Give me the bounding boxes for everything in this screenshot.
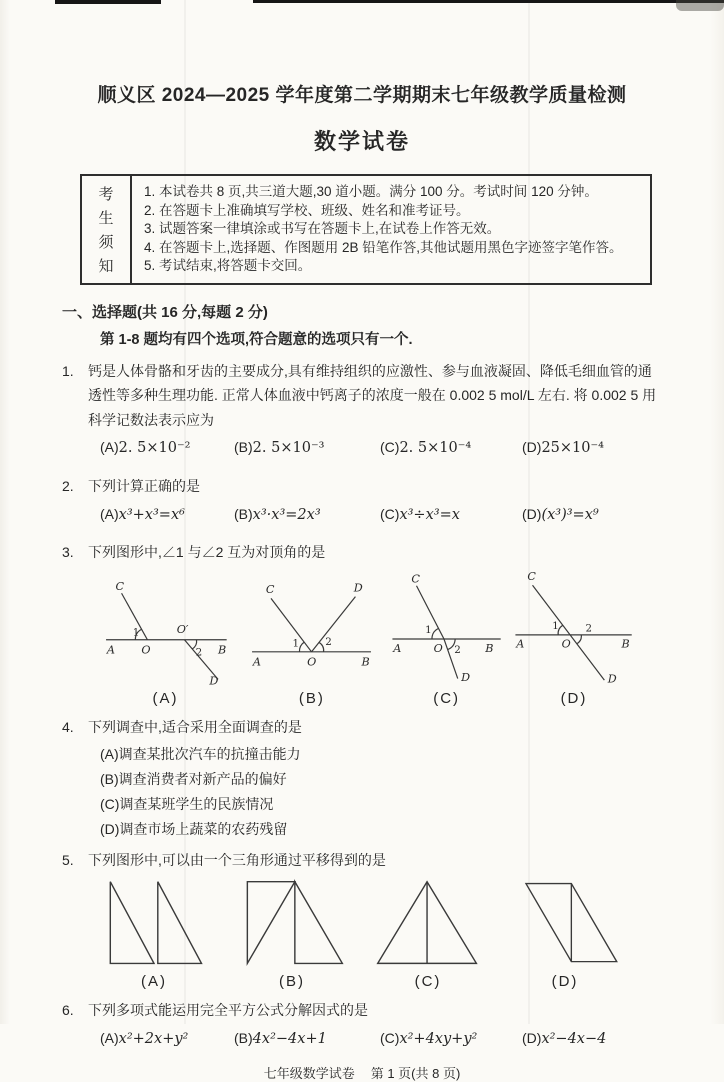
q5-caption-a: (A)	[141, 973, 167, 991]
exam-title: 顺义区 2024—2025 学年度第二学期期末七年级教学质量检测	[97, 85, 627, 106]
triangles-mirror-diagram-c	[372, 876, 484, 971]
scan-crease-left	[184, 0, 186, 1024]
question-4-option-b: (B)调查消费者对新产品的偏好	[100, 770, 287, 787]
angle-label-1: 1	[424, 624, 432, 637]
question-2-option-a: (A)x³+x³=x⁶	[100, 505, 185, 523]
question-5	[62, 848, 664, 991]
question-3-number: 3.	[62, 543, 74, 560]
question-6-number: 6.	[62, 1002, 74, 1019]
vertex-label-d: D	[209, 675, 219, 689]
question-2-option-b: (B)x³·x³=2x³	[234, 505, 321, 523]
question-2-options	[62, 502, 664, 527]
examinee-notice-label	[82, 176, 132, 283]
q3-diagram-b	[242, 576, 381, 707]
question-6-option-d: (D)x²−4x−4	[522, 1029, 607, 1047]
vertex-label-b: B	[361, 656, 371, 670]
notice-item: 1. 本试卷共 8 页,共三道大题,30 道小题。满分 100 分。考试时间 120 分钟。	[144, 184, 598, 199]
q3-diagram-a	[96, 576, 235, 707]
scan-artifact-top-bar-right	[253, 0, 724, 3]
question-6	[62, 998, 664, 1051]
q5-caption-d: (D)	[551, 973, 579, 991]
triangles-translation-diagram-a	[96, 876, 212, 971]
q5-diagram-c	[372, 876, 484, 990]
angle-label-2: 2	[325, 636, 333, 649]
vertex-label-b: B	[218, 644, 227, 658]
q3-diagram-d	[512, 568, 636, 707]
scan-crease-right	[528, 0, 530, 1024]
question-1-option-b: (B)2. 5×10⁻³	[234, 439, 325, 457]
vertex-label-o: O	[561, 638, 571, 652]
angle-label-2: 2	[195, 646, 203, 659]
vertex-label-b: B	[484, 642, 494, 656]
vertex-label-o: O	[307, 656, 317, 670]
footer-page-number: 第 1 页(共 8 页)	[370, 1065, 461, 1081]
question-1-option-d: (D)25×10⁻⁴	[522, 439, 604, 457]
q5-diagram-a	[96, 876, 212, 990]
triangles-flip-diagram-b	[234, 876, 350, 971]
vertex-label-o-prime: O′	[176, 623, 189, 637]
question-6-option-b: (B)4x²−4x+1	[234, 1029, 327, 1047]
question-6-text: 下列多项式能运用完全平方公式分解因式的是	[88, 1002, 368, 1019]
angle-diagram-b	[242, 576, 381, 688]
vertex-label-a: A	[392, 642, 402, 656]
question-1-number: 1.	[62, 362, 74, 379]
question-1-option-c: (C)2. 5×10⁻⁴	[380, 439, 472, 457]
vertex-label-c: C	[527, 570, 536, 584]
notice-label-char: 须	[98, 233, 114, 251]
angle-label-2: 2	[585, 622, 593, 635]
vertex-label-c: C	[115, 580, 125, 594]
triangles-rotation-diagram-d	[506, 876, 624, 971]
q3-caption-a: (A)	[152, 690, 179, 708]
question-1-option-a: (A)2. 5×10⁻²	[100, 439, 191, 457]
question-1-options	[62, 435, 664, 460]
angle-label-1: 1	[132, 626, 140, 639]
q5-diagram-d	[506, 876, 624, 990]
question-4-text: 下列调查中,适合采用全面调查的是	[88, 719, 302, 736]
section-subheading: 第 1-8 题均有四个选项,符合题意的选项只有一个.	[100, 331, 413, 348]
angle-label-1: 1	[292, 638, 300, 651]
notice-item: 5. 考试结束,将答题卡交回。	[144, 258, 312, 274]
q5-diagram-b	[234, 876, 350, 990]
q3-caption-c: (C)	[433, 690, 461, 708]
notice-label-char: 生	[98, 209, 114, 227]
exam-subject-title: 数学试卷	[313, 129, 410, 154]
question-6-option-a: (A)x²+2x+y²	[100, 1029, 189, 1047]
question-2-option-d: (D)(x³)³=x⁹	[522, 505, 599, 523]
scan-artifact-top-bar-left	[55, 0, 161, 4]
question-4-option-c: (C)调查某班学生的民族情况	[100, 795, 274, 812]
question-6-option-c: (C)x²+4xy+y²	[380, 1029, 478, 1047]
question-5-number: 5.	[62, 851, 74, 868]
q3-caption-d: (D)	[560, 690, 588, 708]
question-2	[62, 474, 664, 527]
angle-label-2: 2	[453, 644, 461, 657]
question-2-text: 下列计算正确的是	[88, 478, 200, 495]
angle-diagram-c	[389, 572, 505, 688]
scan-artifact-top-right-blob	[676, 0, 724, 11]
notice-label-char: 考	[98, 185, 114, 203]
notice-item: 3. 试题答案一律填涂或书写在答题卡上,在试卷上作答无效。	[144, 221, 501, 237]
footer-paper-name: 七年级数学试卷	[263, 1065, 355, 1081]
question-3-figures	[62, 564, 664, 707]
question-1-text: 钙是人体骨骼和牙齿的主要成分,具有维持组织的应激性、参与血液凝固、降低毛细血管的通透性等多种生理功能. 正常人体血液中钙离子的浓度一般在 0.002 5 mol/L 左右. 将 0.002 5 用科学记数法表示应为	[88, 362, 657, 428]
question-2-option-c: (C)x³÷x³=x	[380, 505, 460, 523]
vertex-label-o: O	[141, 644, 151, 658]
vertex-label-b: B	[621, 638, 630, 652]
vertex-label-c: C	[266, 583, 275, 597]
vertex-label-c: C	[410, 572, 420, 586]
vertex-label-d: D	[354, 581, 364, 595]
vertex-label-d: D	[607, 673, 617, 687]
notice-item-list	[132, 176, 650, 283]
question-4	[62, 715, 664, 842]
q5-caption-c: (C)	[414, 973, 442, 991]
q3-diagram-c	[389, 572, 505, 707]
question-5-text: 下列图形中,可以由一个三角形通过平移得到的是	[88, 851, 386, 868]
question-1	[62, 359, 664, 461]
notice-item: 2. 在答题卡上准确填写学校、班级、姓名和准考证号。	[144, 202, 470, 218]
page-footer	[0, 1063, 724, 1082]
question-3	[62, 540, 664, 708]
notice-label-char: 知	[98, 257, 114, 275]
examinee-notice-box	[80, 174, 652, 285]
angle-diagram-a	[96, 576, 235, 688]
question-4-number: 4.	[62, 719, 74, 736]
question-4-options	[62, 742, 664, 842]
vertex-label-a: A	[253, 656, 262, 670]
vertex-label-o: O	[433, 642, 443, 656]
vertex-label-a: A	[516, 638, 525, 652]
notice-item: 4. 在答题卡上,选择题、作图题用 2B 铅笔作答,其他试题用黑色字迹签字笔作答。	[144, 239, 623, 255]
q3-caption-b: (B)	[298, 690, 325, 708]
question-5-figures	[62, 872, 664, 990]
vertex-label-a: A	[106, 644, 116, 658]
question-3-text: 下列图形中,∠1 与∠2 互为对顶角的是	[88, 543, 326, 560]
angle-label-1: 1	[552, 620, 559, 633]
vertex-label-d: D	[460, 671, 470, 685]
angle-diagram-d	[512, 568, 636, 688]
section-heading: 一、选择题(共 16 分,每题 2 分)	[62, 303, 268, 321]
question-4-option-d: (D)调查市场上蔬菜的农药残留	[100, 820, 288, 837]
q5-caption-b: (B)	[279, 973, 305, 991]
question-6-options	[62, 1026, 664, 1051]
question-4-option-a: (A)调查某批次汽车的抗撞击能力	[100, 745, 301, 762]
question-2-number: 2.	[62, 478, 74, 495]
